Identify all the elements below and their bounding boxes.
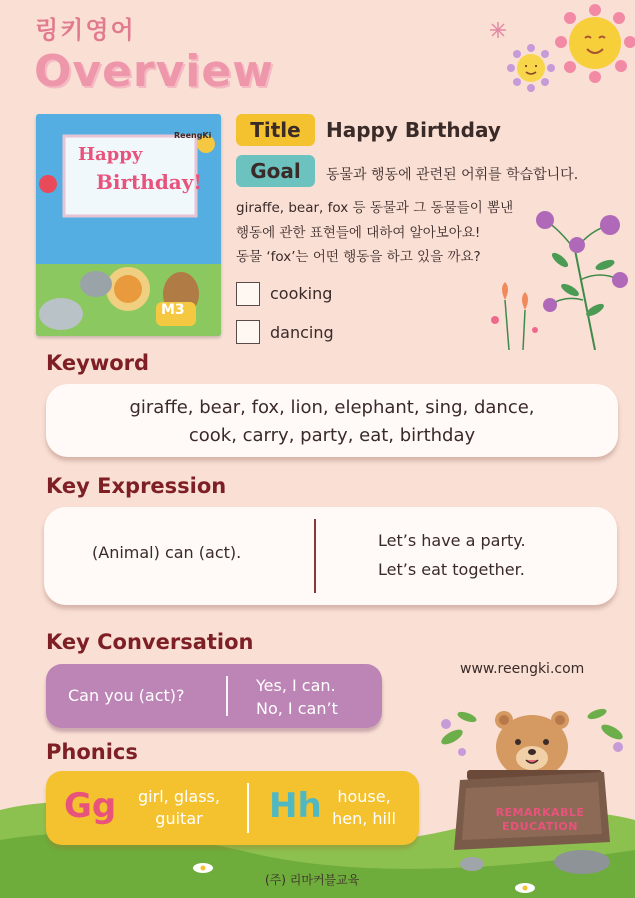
conversation-answer: Yes, I can.: [256, 676, 336, 695]
phonics-heading: Phonics: [46, 740, 138, 764]
company-name: (주) 리마커블교육: [265, 873, 360, 887]
phonics-letters-h: Hh: [269, 786, 322, 826]
expression-pattern: (Animal) can (act).: [92, 543, 242, 562]
expression-example: Let’s eat together.: [378, 560, 525, 579]
website-url: www.reengki.com: [460, 661, 585, 677]
phonics-word: house,: [337, 787, 391, 806]
sparkle-icon: [490, 22, 506, 38]
key-conversation-card: [46, 664, 382, 728]
key-conversation-heading: Key Conversation: [46, 630, 254, 654]
choice-checkbox-dancing[interactable]: [236, 320, 260, 344]
phonics-word: girl, glass,: [138, 787, 220, 806]
choice-checkbox-cooking[interactable]: [236, 282, 260, 306]
choice-label-cooking: cooking: [270, 284, 333, 303]
sign-text: [484, 806, 596, 834]
book-title-line2: Birthday!: [96, 170, 203, 194]
book-level-badge: M3: [161, 302, 185, 318]
description-line: 동물 ‘fox’는 어떤 행동을 하고 있을 까요?: [236, 249, 481, 265]
phonics-word: hen, hill: [332, 809, 396, 828]
choice-label-dancing: dancing: [270, 323, 334, 342]
expression-example: Let’s have a party.: [378, 531, 526, 550]
conversation-answer: No, I can’t: [256, 699, 338, 718]
brand-logo-korean: 링키영어: [35, 16, 136, 44]
goal-label: Goal: [236, 155, 315, 187]
divider: [247, 783, 249, 833]
mascot-with-sign-illustration: [432, 692, 632, 877]
phonics-card: [46, 771, 419, 845]
conversation-question: Can you (act)?: [68, 686, 185, 705]
sign-line: REMARKABLE: [495, 806, 585, 819]
divider: [226, 676, 228, 716]
sign-line: EDUCATION: [502, 820, 578, 833]
book-publisher: ReengKi: [174, 131, 212, 140]
key-expression-heading: Key Expression: [46, 474, 227, 498]
book-title-line1: Happy: [78, 144, 143, 165]
description-line: giraffe, bear, fox 등 동물과 그 동물들이 뽐낸: [236, 200, 514, 216]
keyword-card: [46, 384, 618, 457]
small-sun-illustration: [507, 44, 555, 92]
title-label: Title: [236, 114, 315, 146]
keyword-heading: Keyword: [46, 351, 150, 375]
phonics-letters-g: Gg: [64, 786, 117, 826]
page-heading: Overview: [34, 46, 274, 97]
divider: [314, 519, 316, 593]
phonics-word: guitar: [155, 809, 203, 828]
book-title: Happy Birthday: [326, 118, 501, 142]
sun-illustration: [555, 4, 635, 84]
keyword-line: cook, carry, party, eat, birthday: [188, 425, 476, 446]
key-expression-card: [44, 507, 617, 605]
description-line: 행동에 관한 표현들에 대하여 알아보아요!: [236, 224, 481, 241]
goal-description: [236, 196, 513, 270]
goal-text: 동물과 행동에 관련된 어휘를 학습합니다.: [326, 167, 579, 183]
keyword-line: giraffe, bear, fox, lion, elephant, sing, dance,: [129, 397, 535, 418]
